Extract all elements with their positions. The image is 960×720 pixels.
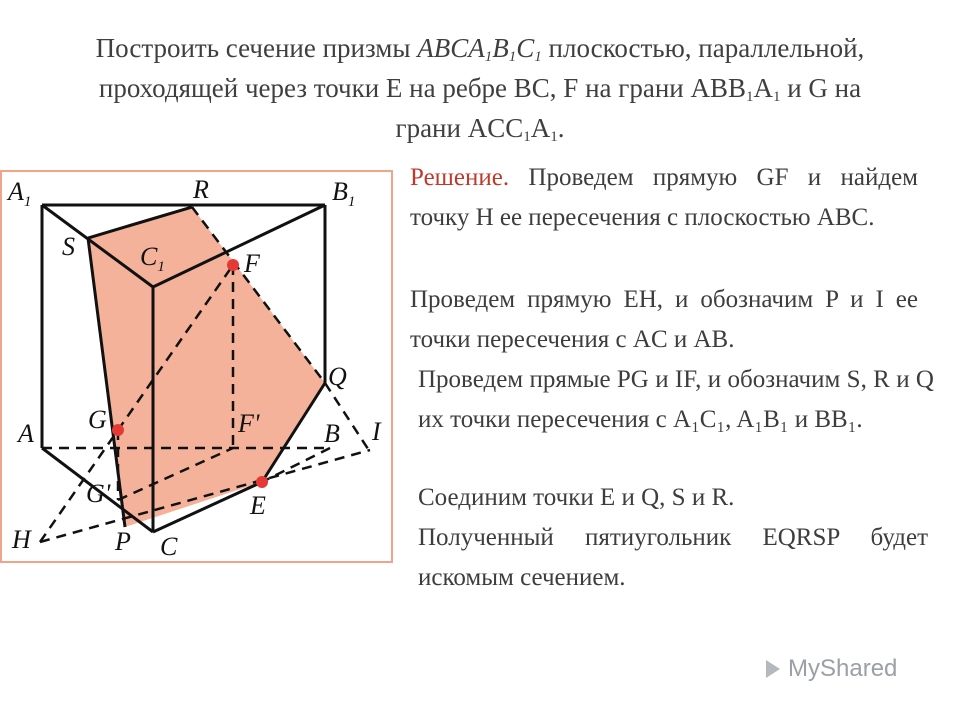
svg-text:F': F'	[238, 409, 260, 438]
svg-text:H: H	[12, 525, 31, 554]
svg-text:A1: $A_1$	[8, 177, 32, 210]
solution-paragraph-2-wrap	[410, 280, 918, 360]
solution-paragraph-1: Проведем прямую GF и найдем точку H ее пересечения с плоскостью ABC.	[410, 164, 918, 231]
solution-paragraph-3-wrap	[418, 360, 934, 440]
svg-text:G: G	[88, 405, 107, 434]
brand-watermark	[766, 655, 897, 683]
solution-label: Решение.	[410, 164, 510, 191]
brand-name: MyShared	[788, 655, 898, 682]
play-icon	[766, 660, 780, 678]
solution-block	[410, 158, 918, 238]
title-line3: грани ACC	[395, 113, 524, 143]
prism-diagram	[0, 170, 395, 565]
svg-text:F: F	[244, 249, 260, 278]
svg-text:A: A	[18, 419, 34, 448]
svg-text:E: E	[250, 491, 266, 520]
svg-text:B1: $B_1$	[332, 177, 356, 210]
svg-text:S: S	[62, 232, 75, 261]
prism-figure	[0, 170, 395, 565]
point-E	[256, 476, 268, 488]
svg-text:G': G'	[86, 479, 111, 508]
solution-paragraph-5-wrap	[418, 518, 928, 598]
slide-title: Построить сечение призмы $ABCA_1B_1C_1$ плоскостью, параллельной, проходящей через точки E на ребре BC, F на грани $ABB_1A_1$ и G на грани $ACC_1A_1$.	[95, 33, 865, 145]
solution-paragraph-2: Проведем прямую EH, и обозначим P и I ее точки пересечения с AC и AB.	[410, 286, 918, 353]
title-text: Построить сечение призмы	[95, 33, 418, 63]
svg-text:Q: Q	[328, 362, 347, 391]
solution-paragraph-4: Соединим точки E и Q, S и R.	[418, 484, 735, 511]
prism-name: ABCA	[417, 33, 485, 63]
svg-text:I: I	[372, 417, 381, 446]
solution-paragraph-5: Полученный пятиугольник EQRSP будет искомым сечением.	[418, 524, 928, 591]
solution-paragraph-4-wrap	[418, 478, 934, 518]
title-line2: проходящей через точки E на ребре BC, F на грани ABB	[98, 73, 746, 103]
svg-text:B: B	[324, 419, 340, 448]
point-G	[112, 424, 124, 436]
svg-text:C: C	[160, 532, 178, 561]
svg-text:R: R	[193, 175, 209, 204]
point-F	[227, 259, 239, 271]
solution-paragraph-3: Проведем прямые PG и IF, и обозначим S, R и Q их точки пересечения с A₁C₁, A₁B₁ и BB₁.	[418, 366, 934, 433]
svg-text:P: P	[115, 527, 131, 556]
svg-text:C1: $C_1$	[140, 242, 165, 275]
